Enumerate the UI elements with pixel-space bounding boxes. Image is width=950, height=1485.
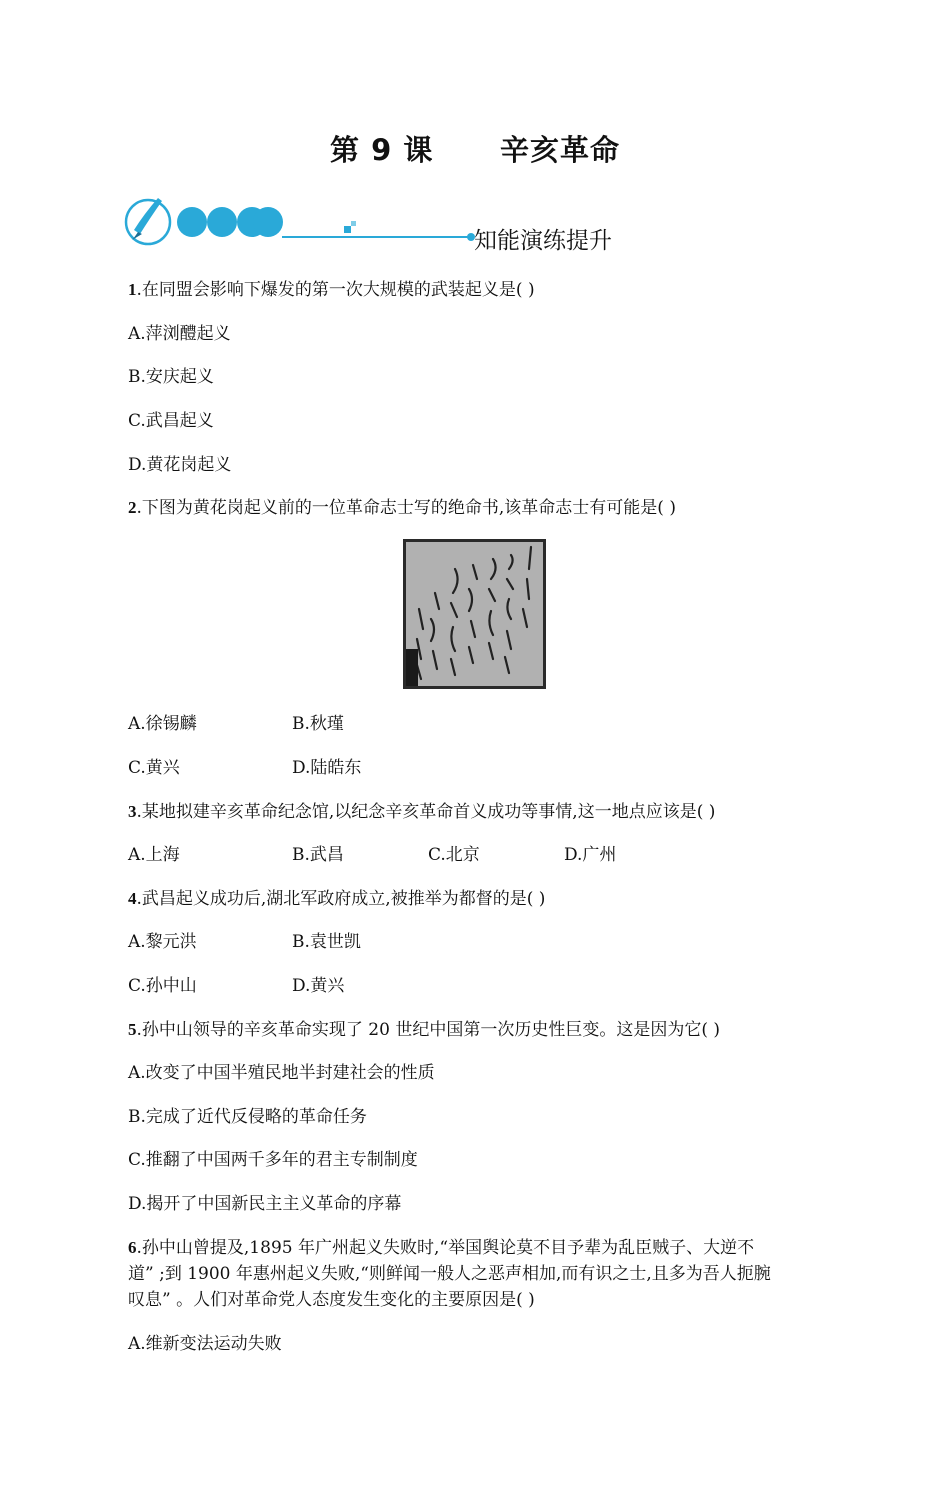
option-a: A.维新变法运动失败: [128, 1334, 282, 1354]
question-4: [128, 886, 545, 912]
question-number: 4: [128, 889, 137, 908]
question-stem: .在同盟会影响下爆发的第一次大规模的武装起义是( ): [136, 280, 535, 300]
option-c: C.孙中山: [128, 976, 197, 996]
question-stem: .孙中山领导的辛亥革命实现了 20 世纪中国第一次历史性巨变。这是因为它( ): [136, 1020, 721, 1040]
question-5: [128, 1017, 720, 1043]
question-stem: .下图为黄花岗起义前的一位革命志士写的绝命书,该革命志士有可能是( ): [136, 498, 676, 518]
question-6-line-2: 道” ;到 1900 年惠州起义失败,“则鲜闻一般人之恶声相加,而有识之士,且多为吾人扼腕: [128, 1264, 771, 1284]
question-stem: .武昌起义成功后,湖北军政府成立,被推举为都督的是( ): [136, 889, 546, 909]
question-stem-line-1: .孙中山曾提及,1895 年广州起义失败时,“举国舆论莫不目予辈为乱臣贼子、大逆不: [136, 1238, 755, 1258]
option-d: D.揭开了中国新民主主义革命的序幕: [128, 1194, 402, 1214]
section-banner: [122, 186, 642, 256]
option-c: C.推翻了中国两千多年的君主专制制度: [128, 1150, 418, 1170]
question-3: [128, 799, 715, 825]
option-a: A.徐锡麟: [128, 714, 197, 734]
option-c: C.北京: [428, 845, 480, 865]
option-b: B.武昌: [292, 845, 344, 865]
question-number: 5: [128, 1020, 137, 1039]
option-a: A.黎元洪: [128, 932, 197, 952]
question-number: 2: [128, 498, 137, 517]
option-d: D.陆皓东: [292, 758, 362, 778]
option-a: A.改变了中国半殖民地半封建社会的性质: [128, 1063, 435, 1083]
section-banner-title: 知能演练提升: [474, 228, 612, 254]
question-number: 3: [128, 802, 137, 821]
option-c: C.武昌起义: [128, 411, 214, 431]
question-6-line-3: 叹息” 。人们对革命党人态度发生变化的主要原因是( ): [128, 1290, 535, 1310]
option-a: A.萍浏醴起义: [128, 324, 231, 344]
question-number: 1: [128, 280, 137, 299]
option-b: B.完成了近代反侵略的革命任务: [128, 1107, 367, 1127]
question-1: [128, 277, 535, 303]
farewell-letter-photo: [403, 539, 546, 689]
option-b: B.袁世凯: [292, 932, 361, 952]
option-d: D.黄兴: [292, 976, 345, 996]
option-d: D.广州: [564, 845, 617, 865]
option-d: D.黄花岗起义: [128, 455, 232, 475]
question-2: [128, 495, 676, 521]
question-number: 6: [128, 1238, 137, 1257]
option-b: B.安庆起义: [128, 367, 214, 387]
question-6: [128, 1235, 754, 1261]
option-b: B.秋瑾: [292, 714, 344, 734]
option-c: C.黄兴: [128, 758, 180, 778]
option-a: A.上海: [128, 845, 180, 865]
question-stem: .某地拟建辛亥革命纪念馆,以纪念辛亥革命首义成功等事情,这一地点应该是( ): [136, 802, 716, 822]
page-title: 第 9 课 辛亥革命: [330, 133, 620, 167]
